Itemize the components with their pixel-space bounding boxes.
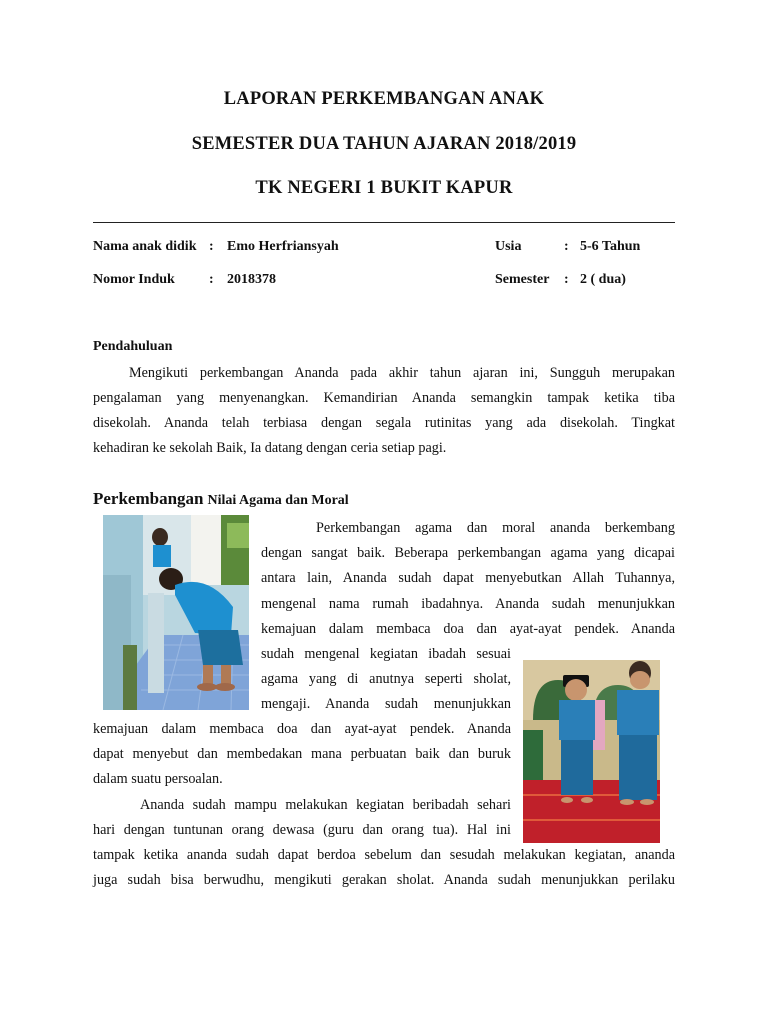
report-title: LAPORAN PERKEMBANGAN ANAK: [223, 89, 545, 109]
age-value: 5-6 Tahun: [580, 239, 641, 254]
nis-separator: :: [209, 272, 214, 287]
age-label: Usia: [495, 239, 522, 254]
section-line: Ananda sudah mampu melakukan kegiatan beribadah sehari: [140, 797, 511, 813]
intro-heading: Pendahuluan: [93, 339, 173, 354]
section-line: juga sudah bisa berwudhu, mengikuti gerakan sholat. Ananda sudah menunjukkan perilaku: [93, 872, 675, 888]
section-line: dalam suatu persoalan.: [93, 771, 223, 787]
section-line: agama yang di anutnya seperti sholat,: [261, 671, 511, 687]
section-line: dengan sangat baik. Beberapa perkembangan agama yang dicapai: [261, 545, 675, 561]
section-heading-sub: Nilai Agama dan Moral: [207, 493, 349, 508]
semester-label: Semester: [495, 272, 550, 287]
nis-label: Nomor Induk: [93, 272, 175, 287]
section-heading: [93, 489, 349, 509]
section-heading-main: Perkembangan: [93, 489, 204, 508]
intro-line: disekolah. Ananda telah terbiasa dengan segala rutinitas yang ada disekolah. Tingkat: [93, 415, 675, 431]
section-line: mengenal nama rumah ibadahnya. Ananda sudah menunjukkan: [261, 596, 675, 612]
name-label: Nama anak didik: [93, 239, 197, 254]
section-line: tampak ketika ananda sudah dapat berdoa sebelum dan sesudah melakukan kegiatan, ananda: [93, 847, 675, 863]
name-separator: :: [209, 239, 214, 254]
nis-value: 2018378: [227, 272, 276, 287]
child-washing-photo-drawing: [103, 515, 249, 710]
section-line: antara lain, Ananda sudah dapat menyebutkan Allah Tuhannya,: [261, 570, 675, 586]
semester-separator: :: [564, 272, 569, 287]
section-line: kemajuan dalam membaca doa dan ayat-ayat pendek. Ananda: [261, 621, 675, 637]
report-subtitle-school: TK NEGERI 1 BUKIT KAPUR: [255, 178, 513, 198]
report-subtitle-semester: SEMESTER DUA TAHUN AJARAN 2018/2019: [191, 134, 577, 154]
children-praying-photo-drawing: [523, 660, 660, 843]
intro-line: pengalaman yang menyenangkan. Kemandirian Ananda semangkin tampak ketika tiba: [93, 390, 675, 406]
age-separator: :: [564, 239, 569, 254]
intro-line: Mengikuti perkembangan Ananda pada akhir tahun ajaran ini, Sungguh merupakan: [129, 365, 675, 381]
section-line: Perkembangan agama dan moral ananda berkembang: [316, 520, 675, 536]
section-line: hari dengan tuntunan orang dewasa (guru dan orang tua). Hal ini: [93, 822, 511, 838]
name-value: Emo Herfriansyah: [227, 239, 339, 254]
section-line: dapat menyebut dan membedakan mana perbuatan baik dan buruk: [93, 746, 511, 762]
semester-value: 2 ( dua): [580, 272, 626, 287]
child-washing-photo: [103, 515, 249, 710]
children-praying-photo: [523, 660, 660, 843]
header-divider: [93, 222, 675, 223]
section-line: kemajuan dalam membaca doa dan ayat-ayat pendek. Ananda: [93, 721, 511, 737]
section-line: mengaji. Ananda sudah menunjukkan: [261, 696, 511, 712]
intro-line: kehadiran ke sekolah Baik, Ia datang dengan ceria setiap pagi.: [93, 440, 447, 456]
section-line: sudah mengenal kegiatan ibadah sesuai: [261, 646, 511, 662]
